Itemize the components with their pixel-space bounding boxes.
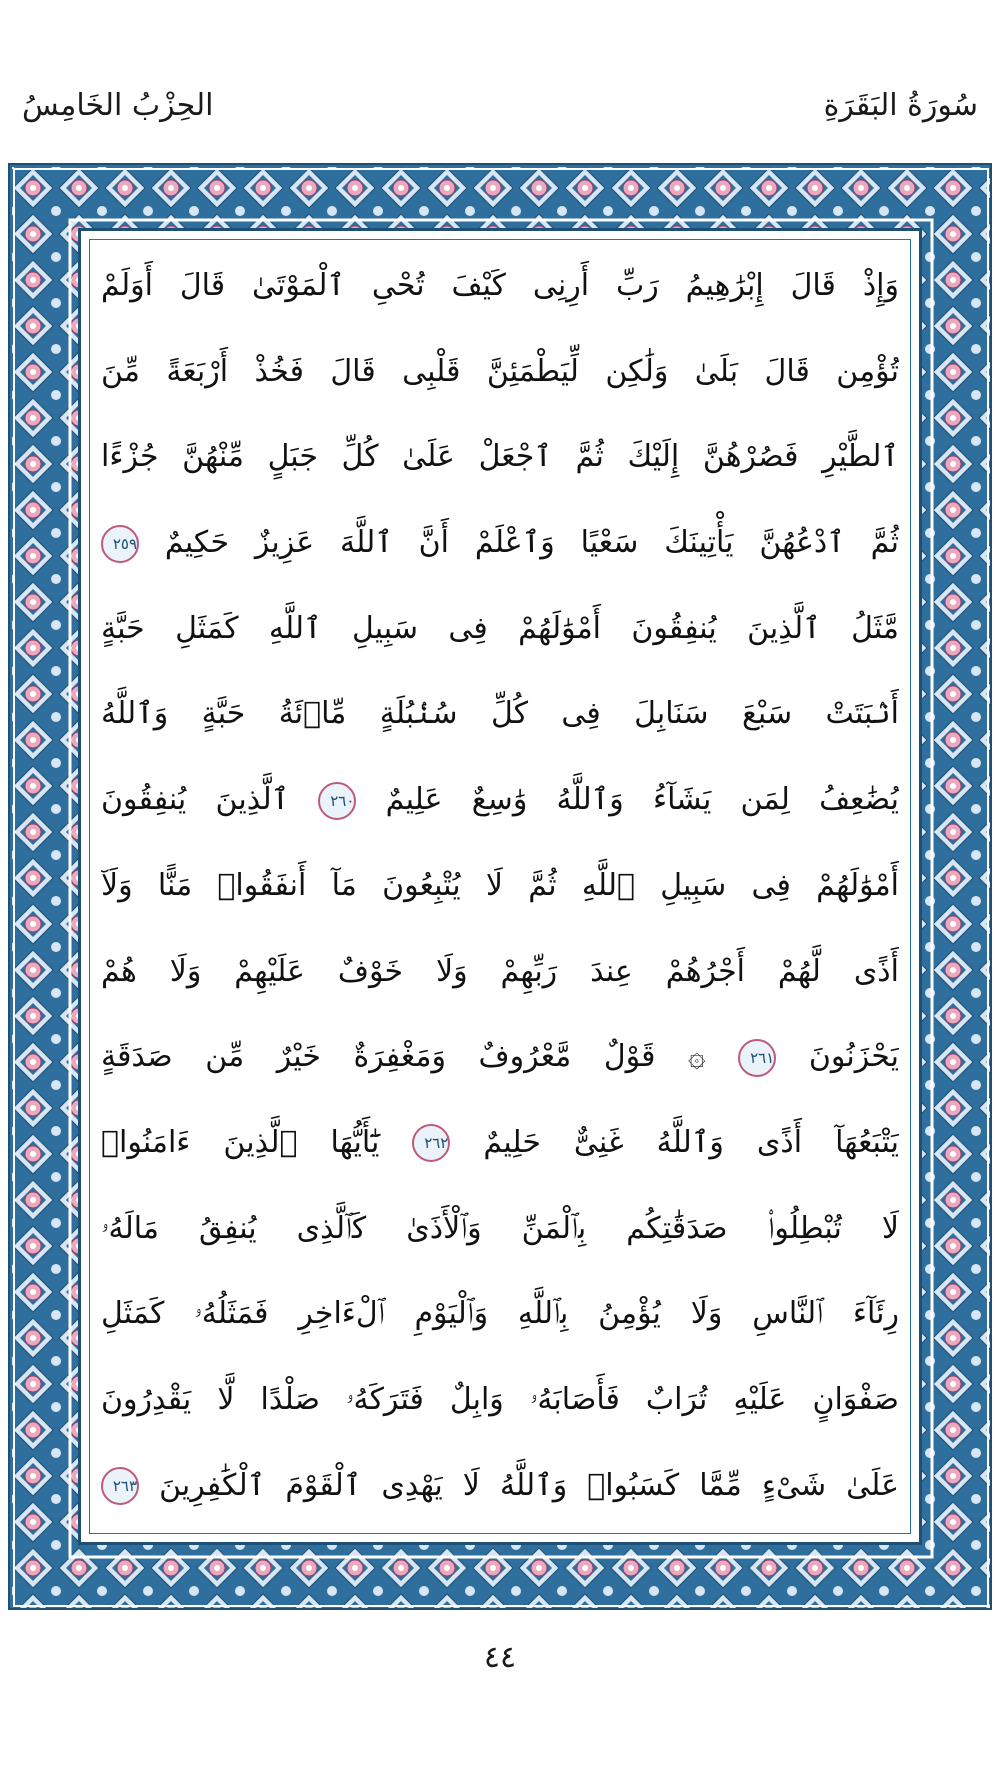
surah-name: سُورَةُ البَقَرَةِ <box>823 88 978 123</box>
line-text: عَلَىٰ شَىْءٍ مِّمَّا كَسَبُوا۟ وَٱللَّهُ لَا يَهْدِى ٱلْقَوْمَ ٱلْكَٰفِرِينَ <box>159 1467 899 1503</box>
quran-lines <box>101 243 899 1528</box>
text-line <box>101 843 899 929</box>
page-header <box>22 88 978 132</box>
text-line <box>101 671 899 757</box>
text-line <box>101 1014 899 1100</box>
ayah-marker: ٢٦٢ <box>412 1124 450 1162</box>
line-text: ثُمَّ ٱدْعُهُنَّ يَأْتِينَكَ سَعْيًا وَٱعْلَمْ أَنَّ ٱللَّهَ عَزِيزٌ حَكِيمٌ <box>164 525 899 561</box>
line-text: أَذًى لَّهُمْ أَجْرُهُمْ عِندَ رَبِّهِمْ وَلَا خَوْفٌ عَلَيْهِمْ وَلَا هُمْ <box>101 953 899 989</box>
text-line <box>101 1443 899 1529</box>
text-line <box>101 414 899 500</box>
text-line <box>101 243 899 329</box>
line-text: يُضَٰعِفُ لِمَن يَشَآءُ وَٱللَّهُ وَٰسِعٌ عَلِيمٌ <box>385 782 899 818</box>
text-line <box>101 500 899 586</box>
line-text: وَإِذْ قَالَ إِبْرَٰهِيمُ رَبِّ أَرِنِى كَيْفَ تُحْىِ ٱلْمَوْتَىٰ قَالَ أَوَلَمْ <box>101 268 899 303</box>
text-line <box>101 1100 899 1186</box>
line-text: يَٰٓأَيُّهَا ٱلَّذِينَ ءَامَنُوا۟ <box>101 1124 380 1160</box>
hizb-name: الحِزْبُ الخَامِسُ <box>22 88 214 123</box>
page-number: ٤٤ <box>483 1640 517 1675</box>
line-text: ٱلَّذِينَ يُنفِقُونَ <box>101 782 290 818</box>
text-line <box>101 1186 899 1272</box>
line-text: ۞ قَوْلٌ مَّعْرُوفٌ وَمَغْفِرَةٌ خَيْرٌ مِّن صَدَقَةٍ <box>101 1039 706 1075</box>
text-line <box>101 1271 899 1357</box>
text-line <box>101 757 899 843</box>
ayah-marker: ٢٦٣ <box>101 1467 139 1505</box>
text-line <box>101 586 899 672</box>
text-line <box>101 1357 899 1443</box>
line-text: أَمْوَٰلَهُمْ فِى سَبِيلِ ٱللَّهِ ثُمَّ لَا يُتْبِعُونَ مَآ أَنفَقُوا۟ مَنًّا وَلَآ <box>101 867 899 903</box>
line-text: أَنۢبَتَتْ سَبْعَ سَنَابِلَ فِى كُلِّ سُنۢبُلَةٍ مِّا۟ئَةُ حَبَّةٍ وَٱللَّهُ <box>101 696 899 732</box>
line-text: ٱلطَّيْرِ فَصُرْهُنَّ إِلَيْكَ ثُمَّ ٱجْعَلْ عَلَىٰ كُلِّ جَبَلٍ مِّنْهُنَّ جُزْءًا <box>101 439 899 475</box>
line-text: صَفْوَانٍ عَلَيْهِ تُرَابٌ فَأَصَابَهُۥ وَابِلٌ فَتَرَكَهُۥ صَلْدًا لَّا يَقْدِرُونَ <box>101 1381 899 1417</box>
line-text: يَتْبَعُهَآ أَذًى وَٱللَّهُ غَنِىٌّ حَلِيمٌ <box>483 1124 899 1160</box>
ayah-marker: ٢٦١ <box>738 1039 776 1077</box>
ayah-marker: ٢٦٠ <box>318 782 356 820</box>
text-panel <box>78 228 922 1545</box>
line-text: يَحْزَنُونَ <box>808 1039 899 1075</box>
line-text: لَا تُبْطِلُوا۟ صَدَقَٰتِكُم بِٱلْمَنِّ وَٱلْأَذَىٰ كَٱلَّذِى يُنفِقُ مَالَهُۥ <box>101 1210 899 1246</box>
line-text: رِئَآءَ ٱلنَّاسِ وَلَا يُؤْمِنُ بِٱللَّهِ وَٱلْيَوْمِ ٱلْءَاخِرِ فَمَثَلُهُۥ كَمَثَلِ <box>101 1296 899 1332</box>
text-line <box>101 329 899 415</box>
line-text: مَّثَلُ ٱلَّذِينَ يُنفِقُونَ أَمْوَٰلَهُمْ فِى سَبِيلِ ٱللَّهِ كَمَثَلِ حَبَّةٍ <box>101 610 899 646</box>
text-line <box>101 929 899 1015</box>
line-text: تُؤْمِن قَالَ بَلَىٰ وَلَٰكِن لِّيَطْمَئِنَّ قَلْبِى قَالَ فَخُذْ أَرْبَعَةً مِّنَ <box>101 353 899 389</box>
ayah-marker: ٢٥٩ <box>101 525 139 563</box>
